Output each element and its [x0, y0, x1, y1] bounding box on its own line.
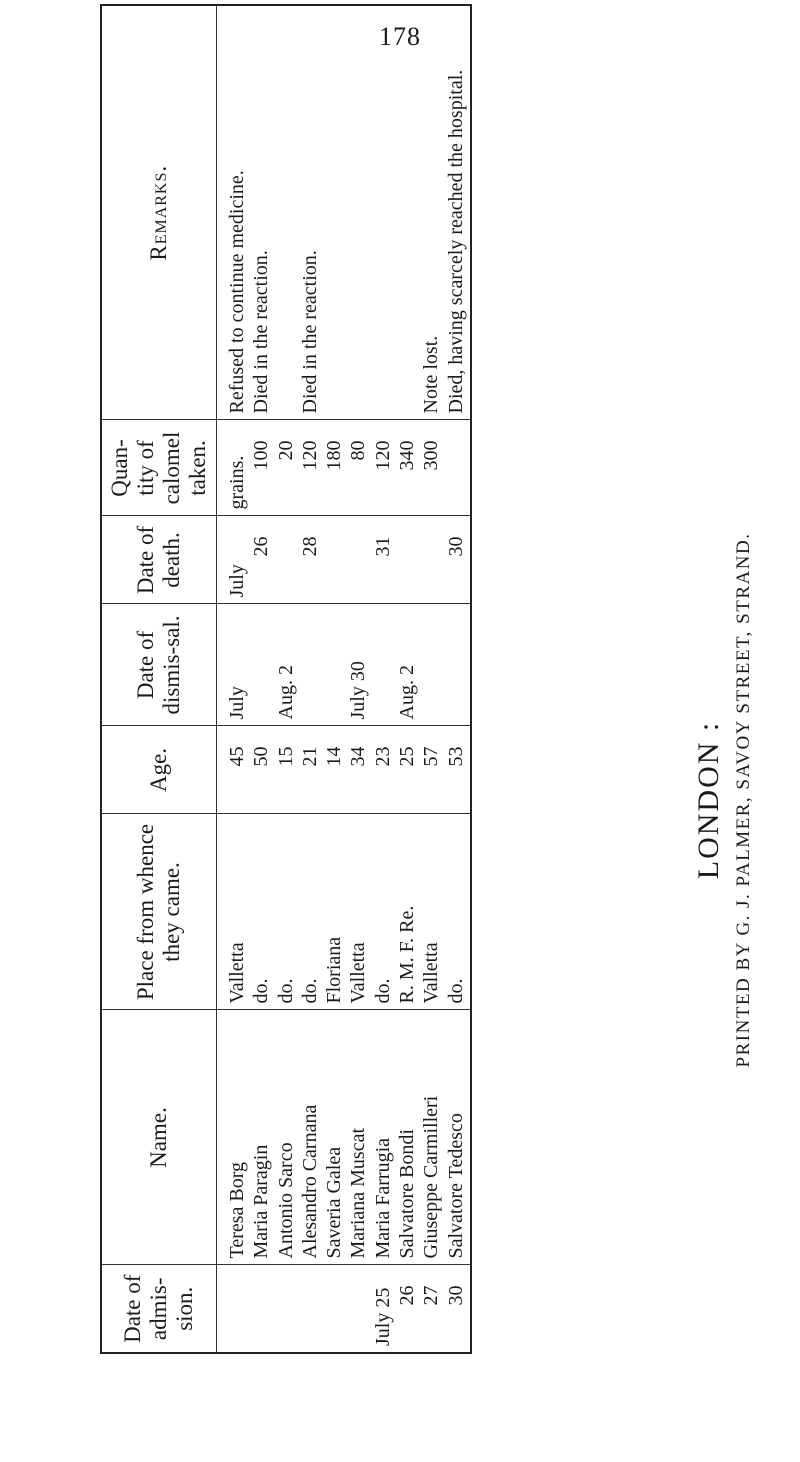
header-calomel: Quan-tity of calomel taken. — [101, 420, 217, 516]
dismissal-date: Aug. 2 — [274, 665, 297, 720]
age: 23 — [371, 746, 394, 767]
patient-name: Antonio Sarco — [274, 1142, 297, 1259]
age: 14 — [323, 746, 346, 767]
place: do. — [274, 978, 297, 1004]
place-column — [217, 814, 472, 1010]
place: Floriana — [323, 936, 346, 1004]
age: 25 — [396, 746, 419, 767]
death-column — [217, 516, 472, 604]
death-date — [274, 523, 298, 598]
name-column — [217, 1010, 472, 1265]
admission-date — [249, 1272, 273, 1347]
age: 57 — [420, 746, 443, 767]
patient-name: Salvatore Tedesco — [444, 1113, 467, 1259]
remark: Died in the reaction. — [250, 250, 273, 414]
age: 21 — [298, 746, 321, 767]
age: 15 — [274, 746, 297, 767]
calomel-amount: 120 — [298, 440, 321, 471]
place: Valletta — [347, 942, 370, 1004]
admission-date: 26 — [396, 1285, 419, 1306]
patient-register-table-rotated — [100, 69, 472, 1354]
body-row — [217, 5, 472, 1353]
dismissal-date: July 30 — [347, 661, 370, 720]
header-place: Place from whence they came. — [101, 814, 217, 1010]
place: do. — [298, 978, 321, 1004]
remark — [322, 12, 346, 414]
remark — [395, 12, 419, 414]
patient-register-table — [100, 4, 472, 1354]
calomel-amount: 180 — [323, 440, 346, 471]
death-date — [322, 523, 346, 598]
calomel-amount — [444, 427, 468, 510]
patient-name: Salvatore Bondi — [396, 1129, 419, 1259]
remark: Note lost. — [420, 335, 443, 414]
calomel-amount: 100 — [250, 440, 273, 471]
patient-name: Alesandro Carnana — [298, 1104, 321, 1259]
death-date: 30 — [444, 536, 467, 557]
printer-city: LONDON : — [692, 720, 725, 880]
patient-name: Maria Farrugia — [371, 1137, 394, 1259]
dismissal-date — [249, 611, 273, 720]
remark — [274, 12, 298, 414]
calomel-amount: 20 — [274, 440, 297, 461]
patient-name: Maria Paragin — [250, 1144, 273, 1259]
page-number: 178 — [379, 22, 421, 51]
remarks-column — [217, 5, 472, 420]
header-name: Name. — [101, 1010, 217, 1265]
calomel-amount: 340 — [396, 440, 419, 471]
dismissal-date: July — [226, 686, 248, 720]
admission-date — [346, 1272, 370, 1347]
remark — [371, 12, 395, 414]
header-row — [101, 5, 217, 1353]
death-date: 28 — [298, 536, 321, 557]
calomel-column — [217, 420, 472, 516]
dismissal-date: Aug. 2 — [396, 665, 419, 720]
admission-date — [322, 1272, 346, 1347]
place: Valletta — [226, 942, 248, 1004]
header-age: Age. — [101, 726, 217, 814]
admission-date — [274, 1272, 298, 1347]
remark — [346, 12, 370, 414]
age: 45 — [226, 746, 248, 767]
remark: Refused to continue medicine. — [226, 170, 248, 414]
place: Valletta — [420, 942, 443, 1004]
death-date — [395, 523, 419, 598]
dismissal-date — [419, 611, 443, 720]
admission-date: July 25 — [371, 1287, 394, 1346]
dismissal-date — [298, 611, 322, 720]
admission-date — [298, 1272, 322, 1347]
header-admission: Date of admis-sion. — [101, 1265, 217, 1353]
place: do. — [371, 978, 394, 1004]
patient-name: Giuseppe Carmilleri — [420, 1095, 443, 1259]
printer-line: PRINTED BY G. J. PALMER, SAVOY STREET, STRAND. — [733, 532, 754, 1068]
age: 53 — [444, 746, 467, 767]
dismissal-date — [322, 611, 346, 720]
death-date: 26 — [250, 536, 273, 557]
patient-name: Teresa Borg — [226, 1161, 248, 1259]
dismissal-column — [217, 604, 472, 726]
admission-date — [225, 1272, 249, 1347]
death-date — [419, 523, 443, 598]
death-date: 31 — [371, 536, 394, 557]
patient-name: Saveria Galea — [323, 1146, 346, 1259]
place: do. — [250, 978, 273, 1004]
header-remarks: Remarks. — [101, 5, 217, 420]
header-death: Date of death. — [101, 516, 217, 604]
age: 34 — [347, 746, 370, 767]
admission-column — [217, 1265, 472, 1353]
admission-date: 30 — [444, 1285, 467, 1306]
dismissal-date — [371, 611, 395, 720]
calomel-amount: 300 — [420, 440, 443, 471]
header-dismissal: Date of dismis-sal. — [101, 604, 217, 726]
printer-imprint — [689, 280, 769, 1320]
calomel-amount: 120 — [371, 440, 394, 471]
remark: Died in the reaction. — [298, 250, 321, 414]
place: R. M. F. Re. — [396, 905, 419, 1004]
age: 50 — [250, 746, 273, 767]
place: do. — [444, 978, 467, 1004]
age-column — [217, 726, 472, 814]
remark: Died, having scarcely reached the hospital. — [444, 69, 467, 414]
admission-date: 27 — [420, 1285, 443, 1306]
death-date: July — [226, 564, 248, 598]
death-date — [346, 523, 370, 598]
calomel-unit: grains. — [226, 455, 248, 510]
patient-name: Mariana Muscat — [347, 1127, 370, 1259]
calomel-amount: 80 — [347, 440, 370, 461]
dismissal-date — [444, 611, 468, 720]
